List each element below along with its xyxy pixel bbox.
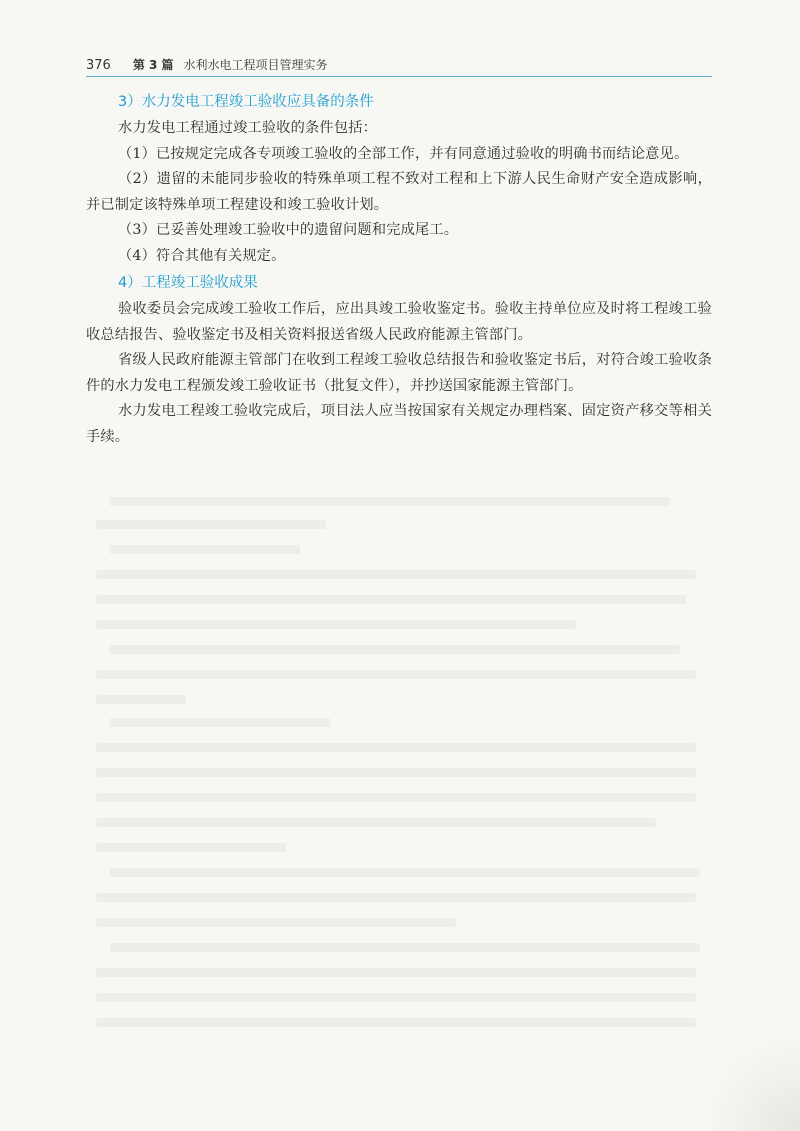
section-heading-results: 4）工程竣工验收成果 <box>118 275 258 291</box>
body-text <box>86 88 712 450</box>
paragraph: 水力发电工程通过竣工验收的条件包括： <box>118 120 377 136</box>
list-item-4: （4）符合其他有关规定。 <box>118 247 286 264</box>
page-number: 376 <box>86 58 111 73</box>
paragraph: 省级人民政府能源主管部门在收到工程竣工验收总结报告和验收鉴定书后，对符合竣工验收条件的水力发电工程颁发竣工验收证书（批复文件），并抄送国家能源主管部门。 <box>86 352 712 394</box>
section-heading-conditions: 3）水力发电工程竣工验收应具备的条件 <box>118 94 374 110</box>
list-item-2: （2）遗留的未能同步验收的特殊单项工程不致对工程和上下游人民生命财产安全造成影响，并已制定该特殊单项工程建设和竣工验收计划。 <box>86 171 712 213</box>
paragraph: 水力发电工程竣工验收完成后，项目法人应当按国家有关规定办理档案、固定资产移交等相关手续。 <box>86 403 712 445</box>
page-corner-shade <box>710 1021 800 1131</box>
list-item-3: （3）已妥善处理竣工验收中的遗留问题和完成尾工。 <box>118 222 459 238</box>
paragraph: 验收委员会完成竣工验收工作后，应出具竣工验收鉴定书。验收主持单位应及时将工程竣工验收总结报告、验收鉴定书及相关资料报送省级人民政府能源主管部门。 <box>86 301 712 343</box>
header-rule <box>86 76 712 77</box>
part-label: 第 3 篇 <box>132 58 174 72</box>
running-header <box>86 56 712 78</box>
list-item-1: （1）已按规定完成各专项竣工验收的全部工作，并有同意通过验收的明确书而结论意见。 <box>118 145 689 162</box>
book-title: 水利水电工程项目管理实务 <box>183 58 328 72</box>
